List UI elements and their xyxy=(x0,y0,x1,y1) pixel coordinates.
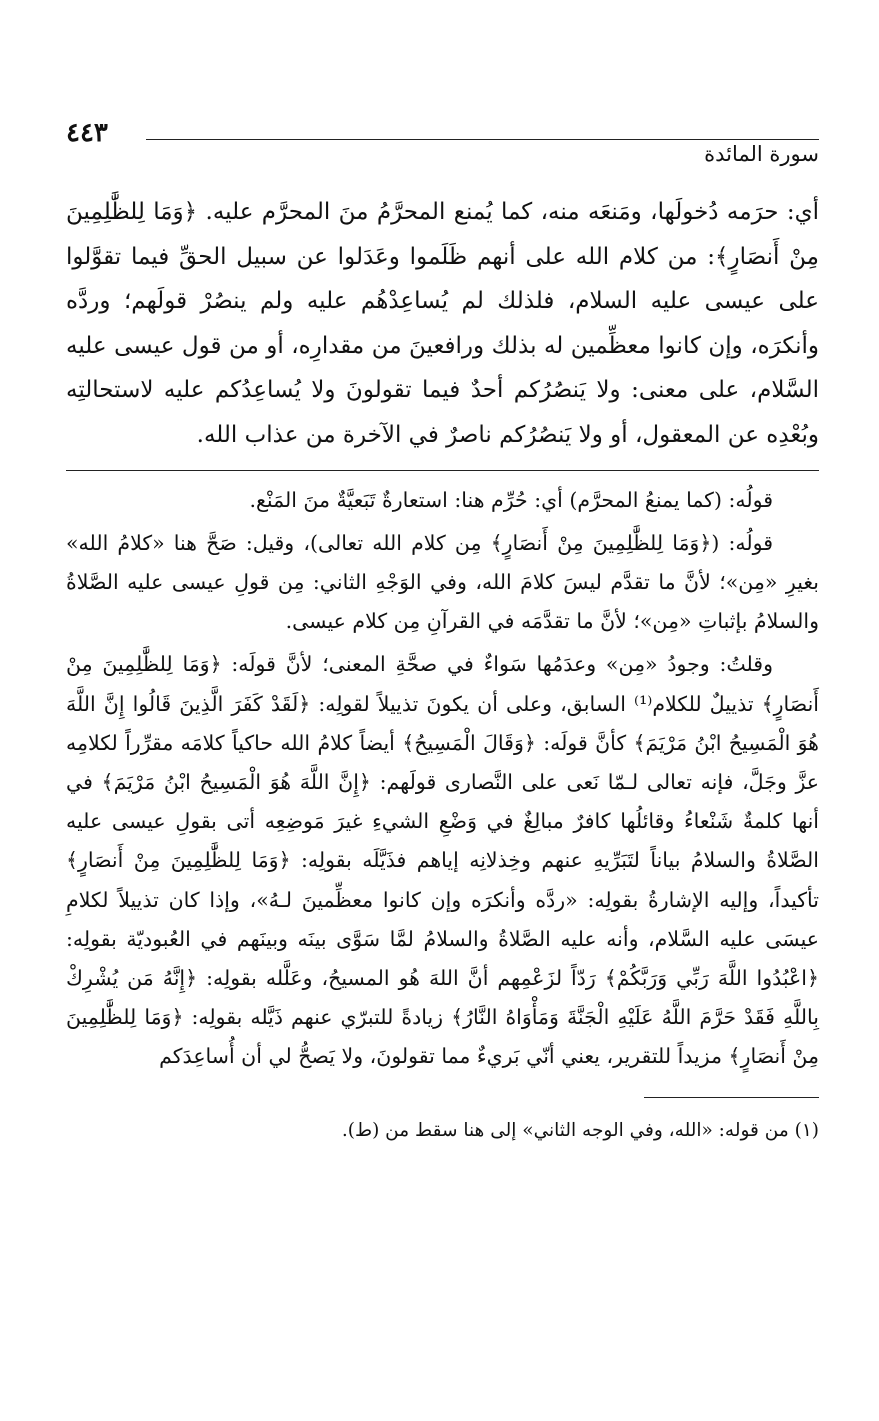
commentary-paragraph: وقلتُ: وجودُ «مِن» وعدَمُها سَواءٌ في صحَّةِ المعنى؛ لأنَّ قولَه: ﴿وَمَا لِلظَّٰلِمِينَ مِنْ أَنصَارٍ﴾ تذييلٌ للكلام⁽¹⁾ السابق، وعلى أن يكونَ تذييلاً لقولِه: ﴿لَقَدْ كَفَرَ الَّذِينَ قَالُوا إِنَّ اللَّهَ هُوَ الْمَسِيحُ ابْنُ مَرْيَمَ﴾ كأنَّ قولَه: ﴿وَقَالَ الْمَسِيحُ﴾ أيضاً كلامُ الله حاكياً كلامَه مقرِّراً لكلامِه عزَّ وجَلَّ، فإنه تعالى لـمّا نَعى على النَّصارى قولَهم: ﴿إِنَّ اللَّهَ هُوَ الْمَسِيحُ ابْنُ مَرْيَمَ﴾ في أنها كلمةٌ شَنْعاءُ وقائلُها كافرٌ مبالِغٌ في وَضْعِ الشيءِ غيرَ مَوضِعِه أتى بقولِ عيسى عليه الصَّلاةُ والسلامُ بياناً لتَبَرِّيهِ عنهم وخِذلانِه إياهم فذَيَّلَه بقولِه: ﴿وَمَا لِلظَّٰلِمِينَ مِنْ أَنصَارٍ﴾ تأكيداً، وإليه الإشارةُ بقولِه: «ردَّه وأنكرَه وإن كانوا معظِّمينَ لـهُ»، وإذا كان تذييلاً لكلامِ عيسَى عليه السَّلام، وأنه عليه الصَّلاةُ والسلامُ لمَّا سَوَّى بينَه وبينَهم في العُبوديّة بقولِه: ﴿اعْبُدُوا اللَّهَ رَبِّي وَرَبَّكُمْ﴾ رَدّاً لزَعْمِهم أنَّ اللهَ هُو المسيحُ، وعَلَّله بقولِه: ﴿إِنَّهُ مَن يُشْرِكْ بِاللَّهِ فَقَدْ حَرَّمَ اللَّهُ عَلَيْهِ الْجَنَّةَ وَمَأْوَاهُ النَّارُ﴾ زيادةً للتبرّي عنهم ذَيَّله بقولِه: ﴿وَمَا لِلظَّٰلِمِينَ مِنْ أَنصَارٍ﴾ مزيداً للتقرير، يعني أنّي بَريءٌ مما تقولونَ، ولا يَصحُّ لي أن أُساعِدَكم xyxy=(66,652,819,1069)
header-rule xyxy=(146,139,819,140)
commentary-paragraph: قولُه: (كما يمنعُ المحرَّم) أي: حُرِّم هنا: استعارةٌ تَبَعيَّةٌ منَ المَنْع. xyxy=(249,487,773,512)
text-commentary-separator xyxy=(66,470,819,471)
main-text-block xyxy=(66,190,819,458)
running-title: سورة المائدة xyxy=(704,142,819,166)
book-page xyxy=(66,112,819,1146)
footnote-rule xyxy=(644,1097,819,1098)
commentary-paragraph: قولُه: (﴿وَمَا لِلظَّٰلِمِينَ مِنْ أَنصَارٍ﴾ مِن كلام الله تعالى)، وقيل: صَحَّ هنا «كلامُ الله» بغيرِ «مِن»؛ لأنَّ ما تقدَّم ليسَ كلامَ الله، وفي الوَجْهِ الثاني: مِن قولِ عيسى عليه الصَّلاةُ والسلامُ بإثباتِ «مِن»؛ لأنَّ ما تقدَّمَه في القرآنِ مِن كلام عيسى. xyxy=(66,530,819,634)
page-number: ٤٤٣ xyxy=(66,118,108,148)
commentary-block xyxy=(66,481,819,1077)
page-header xyxy=(66,112,819,172)
main-text-paragraph: أي: حرَمه دُخولَها، ومَنعَه منه، كما يُمنع المحرَّمُ منَ المحرَّم عليه. ﴿وَمَا لِلظَّٰلِمِينَ مِنْ أَنصَارٍ﴾: من كلام الله على أنهم ظَلَموا وعَدَلوا عن سبيل الحقِّ فيما تقوَّلوا على عيسى عليه السلام، فلذلك لم يُساعِدْهُم عليه ولم ينصُرْ قولَهم؛ وردَّه وأنكرَه، وإن كانوا معظِّمين له بذلك ورافعينَ من مقدارِه، أو من قول عيسى عليه السَّلام، على معنى: ولا يَنصُرُكم أحدٌ فيما تقولونَ ولا يُساعِدُكم عليه لاستحالتِه وبُعْدِه عن المعقول، أو ولا يَنصُرُكم ناصرٌ في الآخرة من عذاب الله. xyxy=(66,199,819,448)
footnote: (١) من قوله: «الله، وفي الوجه الثاني» إلى هنا سقط من (ط). xyxy=(341,1119,819,1141)
